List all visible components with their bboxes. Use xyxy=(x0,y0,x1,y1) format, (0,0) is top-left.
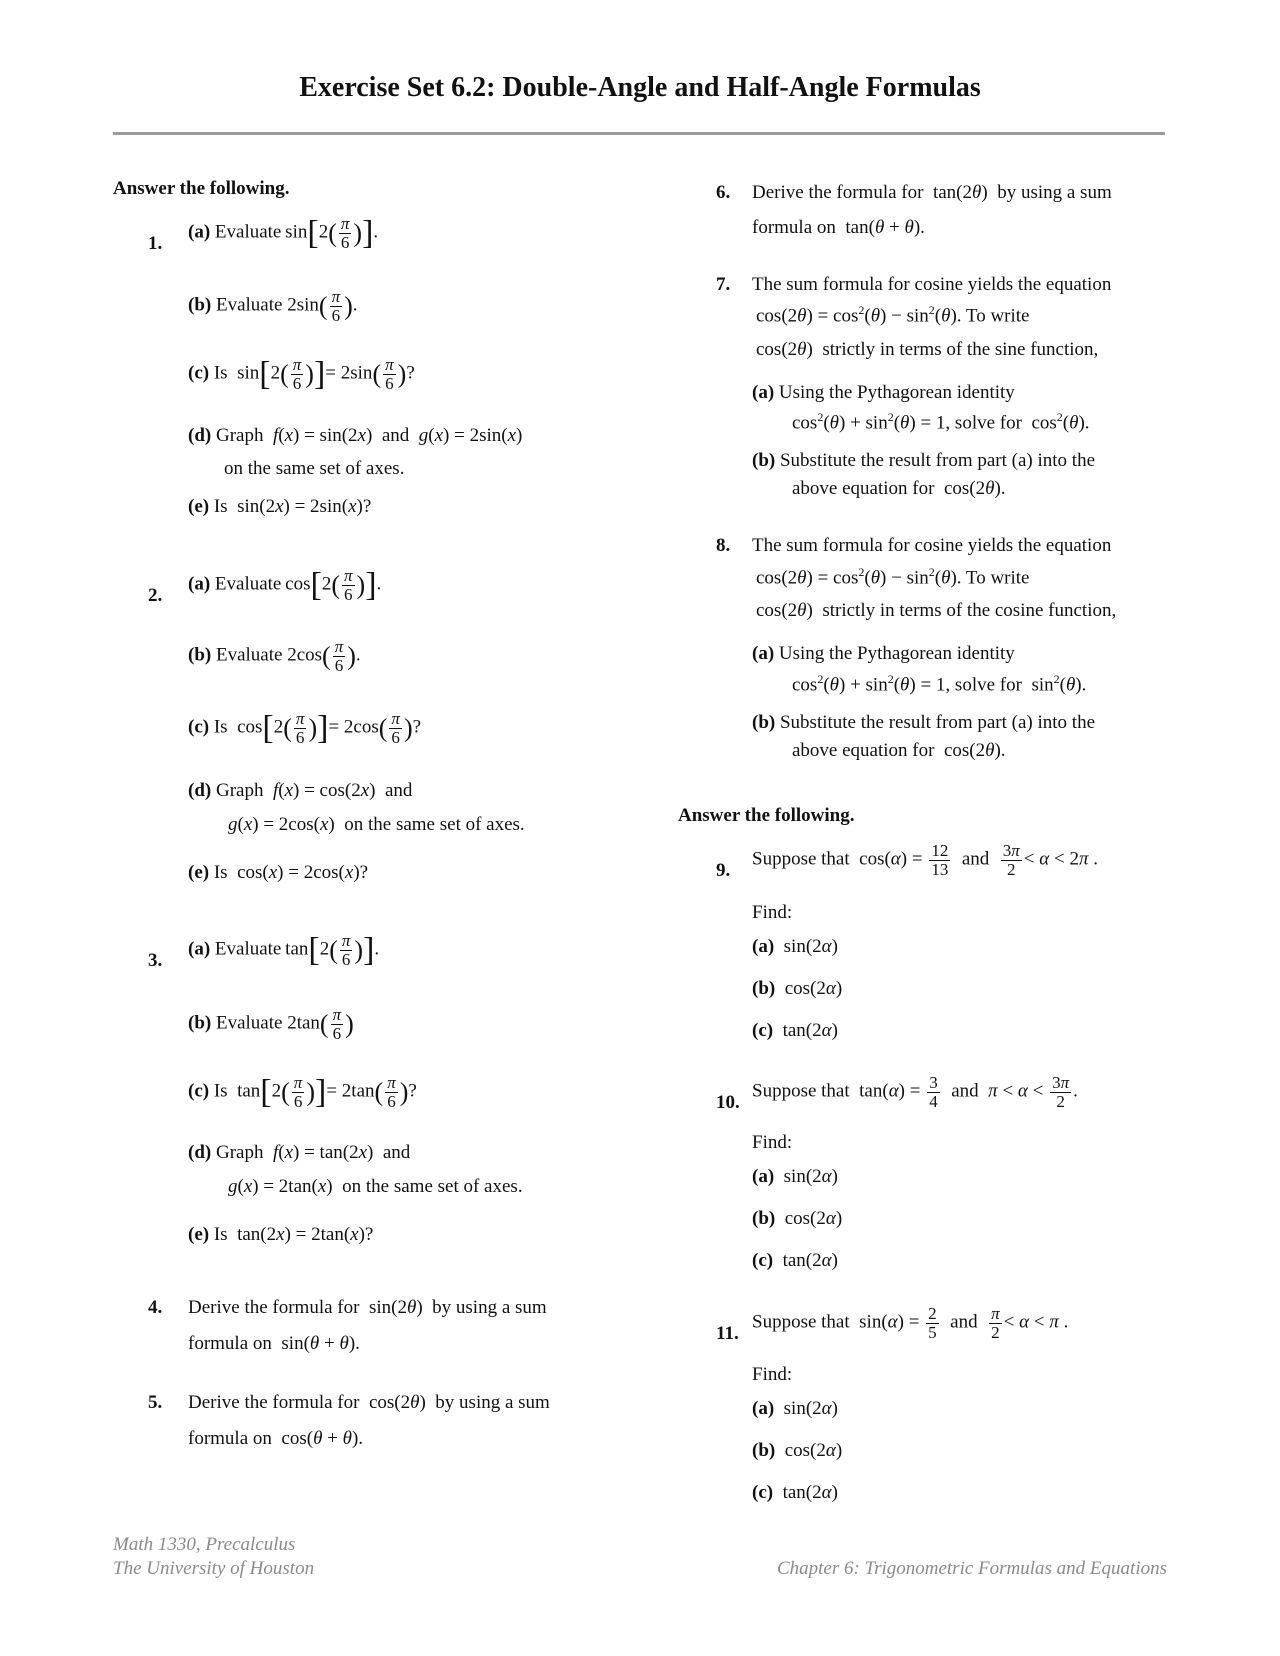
problem-10-number: 10. xyxy=(716,1092,740,1113)
problem-4-line2: formula on sin(θ + θ). xyxy=(188,1333,360,1354)
problem-3b: (b) Evaluate 2tan( $\frac{\pi}{6}$ ) xyxy=(188,1005,354,1043)
problem-3e: (e) Is tan(2x) = 2tan(x)? xyxy=(188,1224,374,1245)
problem-10a: (a) sin(2α) xyxy=(752,1166,838,1187)
section-heading-right: Answer the following. xyxy=(678,805,855,826)
title-divider xyxy=(113,132,1165,135)
problem-9-stem: Suppose that cos(α) = $\frac{12}{13}$ and $\frac{3\pi}{2}$ < α < 2π . xyxy=(752,841,1098,879)
problem-4-number: 4. xyxy=(148,1297,163,1318)
problem-10b: (b) cos(2α) xyxy=(752,1208,843,1229)
problem-7a: (a) Using the Pythagorean identity xyxy=(752,382,1015,403)
problem-1c: (c) Is sin[2( $\frac{\pi}{6}$ )]= 2sin( $\frac{\pi}{6}$ )? xyxy=(188,355,415,393)
problem-9a: (a) sin(2α) xyxy=(752,936,838,957)
problem-7-line2: $\cos(2\theta) = \cos^2(\theta) - \sin^2(\theta)$. To write xyxy=(756,303,1030,327)
problem-1a: (a) Evaluate sin[2( $\frac{\pi}{6}$ )]. xyxy=(188,214,379,252)
problem-6-line1: Derive the formula for tan(2θ) by using a sum xyxy=(752,182,1112,203)
problem-11-find: Find: xyxy=(752,1364,793,1385)
problem-2e: (e) Is cos(x) = 2cos(x)? xyxy=(188,862,369,883)
problem-6-number: 6. xyxy=(716,182,731,203)
problem-1d-cont: on the same set of axes. xyxy=(224,458,405,479)
problem-9-find: Find: xyxy=(752,902,793,923)
problem-7-line3: cos(2θ) strictly in terms of the sine function, xyxy=(756,339,1099,360)
problem-10-find: Find: xyxy=(752,1132,793,1153)
problem-5-line2: formula on cos(θ + θ). xyxy=(188,1428,364,1449)
problem-3d-cont: g(x) = 2tan(x) on the same set of axes. xyxy=(228,1176,523,1197)
problem-7b-cont: above equation for cos(2θ). xyxy=(792,478,1006,499)
problem-5-number: 5. xyxy=(148,1392,163,1413)
problem-11-stem: Suppose that sin(α) = $\frac{2}{5}$ and $\frac{\pi}{2}$ < α < π . xyxy=(752,1304,1069,1342)
problem-8-line1: The sum formula for cosine yields the equation xyxy=(752,535,1112,556)
problem-9c: (c) tan(2α) xyxy=(752,1020,838,1041)
problem-1d: (d) Graph f(x) = sin(2x) and g(x) = 2sin(x) xyxy=(188,425,523,446)
problem-11c: (c) tan(2α) xyxy=(752,1482,838,1503)
problem-6-line2: formula on tan(θ + θ). xyxy=(752,217,925,238)
problem-10-stem: Suppose that tan(α) = $\frac{3}{4}$ and π < α < $\frac{3\pi}{2}$ . xyxy=(752,1073,1078,1111)
problem-7a-cont: $\cos^2(\theta) + \sin^2(\theta) = 1$, solve for $\cos^2(\theta)$. xyxy=(792,410,1090,434)
problem-2d: (d) Graph f(x) = cos(2x) and xyxy=(188,780,413,801)
problem-2a: (a) Evaluate cos[2( $\frac{\pi}{6}$ )]. xyxy=(188,566,382,604)
problem-2b: (b) Evaluate 2cos( $\frac{\pi}{6}$ ). xyxy=(188,637,361,675)
problem-3-number: 3. xyxy=(148,950,163,971)
problem-5-line1: Derive the formula for cos(2θ) by using a sum xyxy=(188,1392,550,1413)
problem-9-number: 9. xyxy=(716,860,731,881)
problem-3d: (d) Graph f(x) = tan(2x) and xyxy=(188,1142,411,1163)
problem-8a-cont: $\cos^2(\theta) + \sin^2(\theta) = 1$, solve for $\sin^2(\theta)$. xyxy=(792,672,1087,696)
problem-2-number: 2. xyxy=(148,585,163,606)
problem-8b-cont: above equation for cos(2θ). xyxy=(792,740,1006,761)
problem-7b: (b) Substitute the result from part (a) into the xyxy=(752,450,1095,471)
problem-9b: (b) cos(2α) xyxy=(752,978,843,999)
problem-7-line1: The sum formula for cosine yields the equation xyxy=(752,274,1112,295)
footer-chapter: Chapter 6: Trigonometric Formulas and Equations xyxy=(776,1558,1167,1579)
problem-2c: (c) Is cos[2( $\frac{\pi}{6}$ )]= 2cos( $\frac{\pi}{6}$ )? xyxy=(188,709,422,747)
problem-8-line2: $\cos(2\theta) = \cos^2(\theta) - \sin^2(\theta)$. To write xyxy=(756,565,1030,589)
problem-3a: (a) Evaluate tan[2( $\frac{\pi}{6}$ )]. xyxy=(188,931,380,969)
footer-university: The University of Houston xyxy=(113,1558,315,1579)
section-heading-left: Answer the following. xyxy=(113,178,290,199)
problem-8-line3: cos(2θ) strictly in terms of the cosine function, xyxy=(756,600,1117,621)
problem-1b: (b) Evaluate 2sin( $\frac{\pi}{6}$ ). xyxy=(188,287,358,325)
problem-8b: (b) Substitute the result from part (a) into the xyxy=(752,712,1095,733)
problem-3c: (c) Is tan[2( $\frac{\pi}{6}$ )]= 2tan( $\frac{\pi}{6}$ )? xyxy=(188,1073,417,1111)
problem-7-number: 7. xyxy=(716,274,731,295)
problem-1-number: 1. xyxy=(148,233,163,254)
problem-8-number: 8. xyxy=(716,535,731,556)
problem-11-number: 11. xyxy=(716,1323,739,1344)
problem-2d-cont: g(x) = 2cos(x) on the same set of axes. xyxy=(228,814,525,835)
problem-11b: (b) cos(2α) xyxy=(752,1440,843,1461)
problem-8a: (a) Using the Pythagorean identity xyxy=(752,643,1015,664)
problem-10c: (c) tan(2α) xyxy=(752,1250,838,1271)
problem-1e: (e) Is sin(2x) = 2sin(x)? xyxy=(188,496,372,517)
page-title: Exercise Set 6.2: Double-Angle and Half-Angle Formulas xyxy=(299,72,981,103)
problem-4-line1: Derive the formula for sin(2θ) by using a sum xyxy=(188,1297,547,1318)
problem-11a: (a) sin(2α) xyxy=(752,1398,838,1419)
footer-course: Math 1330, Precalculus xyxy=(113,1534,296,1555)
